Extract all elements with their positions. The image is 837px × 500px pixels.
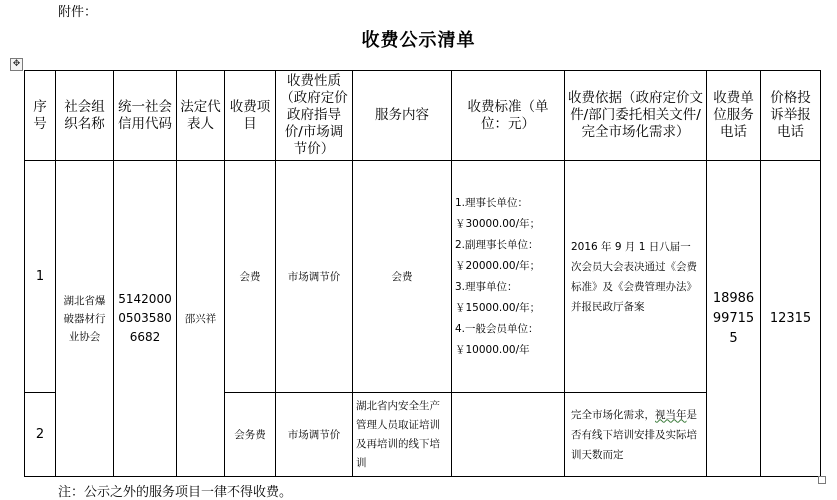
complaint-phone-cell: 12315 [761,161,821,477]
table-row [25,161,821,393]
footer-note: 注：公示之外的服务项目一律不得收费。 [58,485,293,500]
org-name-cell: 湖北省爆破器材行业协会 [56,161,114,477]
fee-table-container [24,70,820,476]
fee-standard-line: 1.理事长单位： [455,196,529,209]
service-phone-cell: 18986997155 [707,161,761,477]
row-index: 1 [25,161,56,393]
fee-nature-cell: 市场调节价 [276,393,353,477]
col-header-fee-basis: 收费依据（政府定价文件/部门委托相关文件/完全市场化需求） [565,71,707,161]
fee-basis-text: 是否有线下培训安排及实际培训天数而定 [571,408,697,461]
table-header-row [25,71,821,161]
fee-basis-cell: 2016 年 9 月 1 日八届一次会员大会表决通过《会费标准》及《会费管理办法》并报民政厅备案 [565,161,707,393]
fee-standard-line: ￥20000.00/年； [455,259,541,272]
fee-standard-line: 2.副理事长单位： [455,238,539,251]
credit-code-cell: 51420000503580 6682 [114,161,177,477]
fee-table [24,70,821,477]
col-header-fee-item: 收费项目 [225,71,276,161]
col-header-legal-rep: 法定代表人 [177,71,225,161]
col-header-index: 序号 [25,71,56,161]
page-title: 收费公示清单 [361,30,476,51]
fee-basis-underlined-text: 视当年 [655,408,687,421]
fee-basis-cell [565,393,707,477]
table-resize-handle-icon[interactable] [818,476,826,484]
fee-standard-cell [452,161,565,393]
service-content-cell: 会费 [353,161,452,393]
fee-item-cell: 会务费 [225,393,276,477]
col-header-credit-code: 统一社会信用代码 [114,71,177,161]
fee-standard-line: ￥15000.00/年； [455,301,541,314]
service-content-cell: 湖北省内安全生产管理人员取证培训及再培训的线下培训 [353,393,452,477]
fee-standard-cell [452,393,565,477]
fee-basis-text: 完全市场化需求， [571,408,655,421]
fee-nature-cell: 市场调节价 [276,161,353,393]
fee-standard-line: 3.理事单位： [455,280,518,293]
fee-standard-line: 4.一般会员单位： [455,322,539,335]
col-header-fee-nature: 收费性质（政府定价政府指导价/市场调节价） [276,71,353,161]
attachment-label: 附件： [58,5,98,20]
row-index: 2 [25,393,56,477]
fee-standard-line: ￥10000.00/年 [455,343,530,356]
legal-rep-cell: 邵兴祥 [177,161,225,477]
col-header-org-name: 社会组织名称 [56,71,114,161]
col-header-service-content: 服务内容 [353,71,452,161]
col-header-complaint-phone: 价格投诉举报电话 [761,71,821,161]
col-header-fee-standard: 收费标准（单位：元） [452,71,565,161]
fee-standard-line: ￥30000.00/年； [455,217,541,230]
fee-item-cell: 会费 [225,161,276,393]
table-move-handle-icon[interactable]: ✥ [10,58,23,71]
col-header-service-phone: 收费单位服务电话 [707,71,761,161]
